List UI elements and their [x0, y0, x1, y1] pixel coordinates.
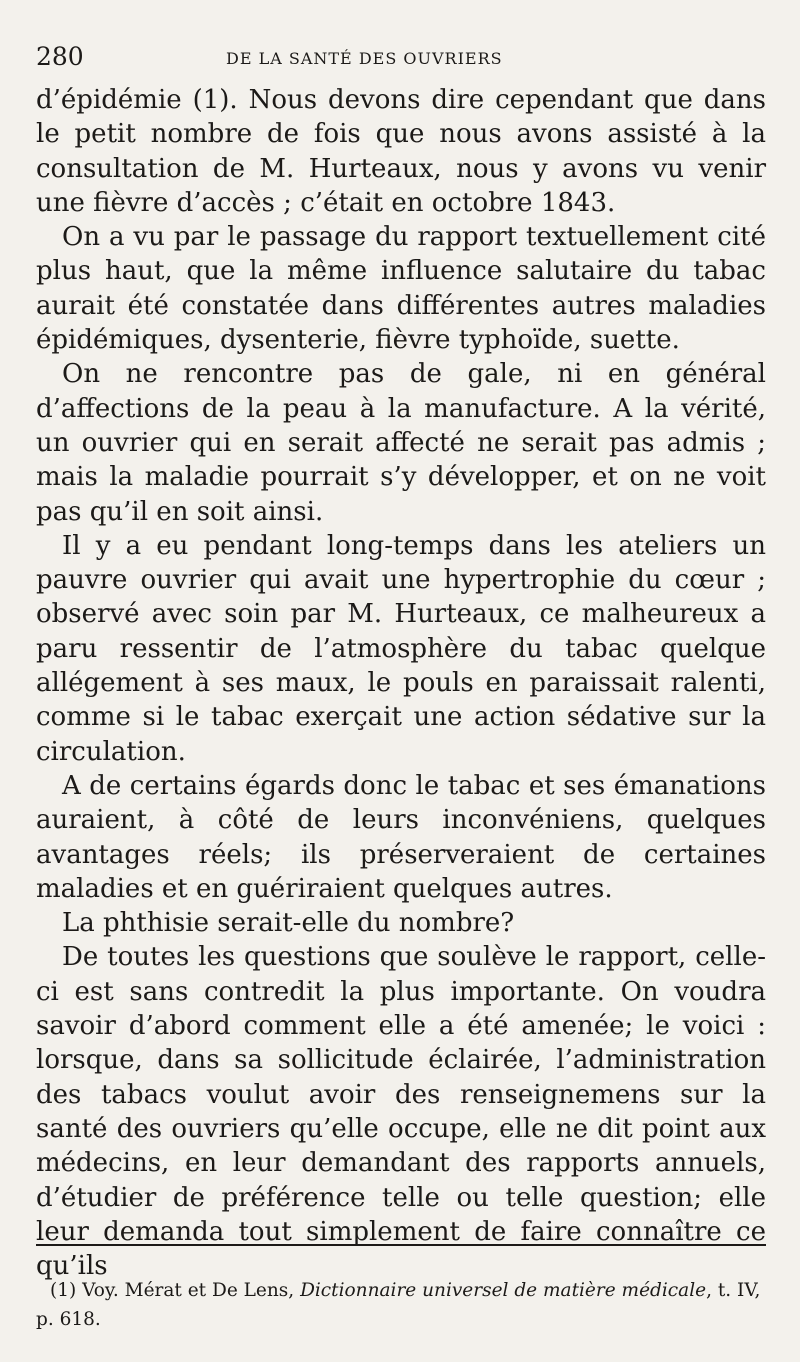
footnote-suffix: , t. IV, p. 618. — [36, 1280, 761, 1330]
footnote — [36, 1276, 766, 1334]
paragraph: Il y a eu pendant long-temps dans les ateliers un pauvre ouvrier qui avait une hypertrophie du cœur ; observé avec soin par M. Hurteaux, ce malheureux a paru ressentir de l’atmosphère du tabac quelque allégement à ses maux, le pouls en paraissait ralenti, comme si le tabac exerçait une action sédative sur la circulation. — [36, 530, 766, 767]
footnote-rule — [36, 1244, 766, 1246]
paragraph: A de certains égards donc le tabac et ses émanations auraient, à côté de leurs inconvéniens, quelques avantages réels; ils préserveraient de certaines maladies et en guériraient quelques autres. — [36, 770, 766, 904]
paragraph: On a vu par le passage du rapport textuellement cité plus haut, que la même influence salutaire du tabac aurait été constatée dans différentes autres maladies épidémiques, dysenterie, fièvre typhoïde, suette. — [36, 222, 766, 356]
page-number: 280 — [36, 42, 84, 71]
paragraph: La phthisie serait-elle du nombre? — [62, 908, 515, 939]
footnote-title: Dictionnaire universel de matière médicale — [300, 1280, 707, 1301]
page-header — [36, 42, 766, 82]
body-text — [36, 83, 766, 1282]
paragraph: De toutes les questions que soulève le rapport, celle-ci est sans contredit la plus importante. On voudra savoir d’abord comment elle a été amenée; le voici : lorsque, dans sa sollicitude éclairée, l’administration des tabacs voulut avoir des renseignemens sur la santé des ouvriers qu’elle occupe, elle ne dit point aux médecins, en leur demandant des rapports annuels, d’étudier de préférence telle ou telle question; elle leur demanda tout simplement de faire connaître ce qu’ils — [36, 942, 766, 1282]
footnote-prefix: (1) Voy. Mérat et De Lens, — [50, 1280, 301, 1301]
paragraph: d’épidémie (1). Nous devons dire cependant que dans le petit nombre de fois que nous avons assisté à la consultation de M. Hurteaux, nous y avons vu venir une fièvre d’accès ; c’était en octobre 1843. — [36, 85, 766, 218]
paragraph: On ne rencontre pas de gale, ni en général d’affections de la peau à la manufacture. A la vérité, un ouvrier qui en serait affecté ne serait pas admis ; mais la maladie pourrait s’y développer, et on ne voit pas qu’il en soit ainsi. — [36, 359, 766, 527]
running-head: DE LA SANTÉ DES OUVRIERS — [226, 49, 503, 68]
